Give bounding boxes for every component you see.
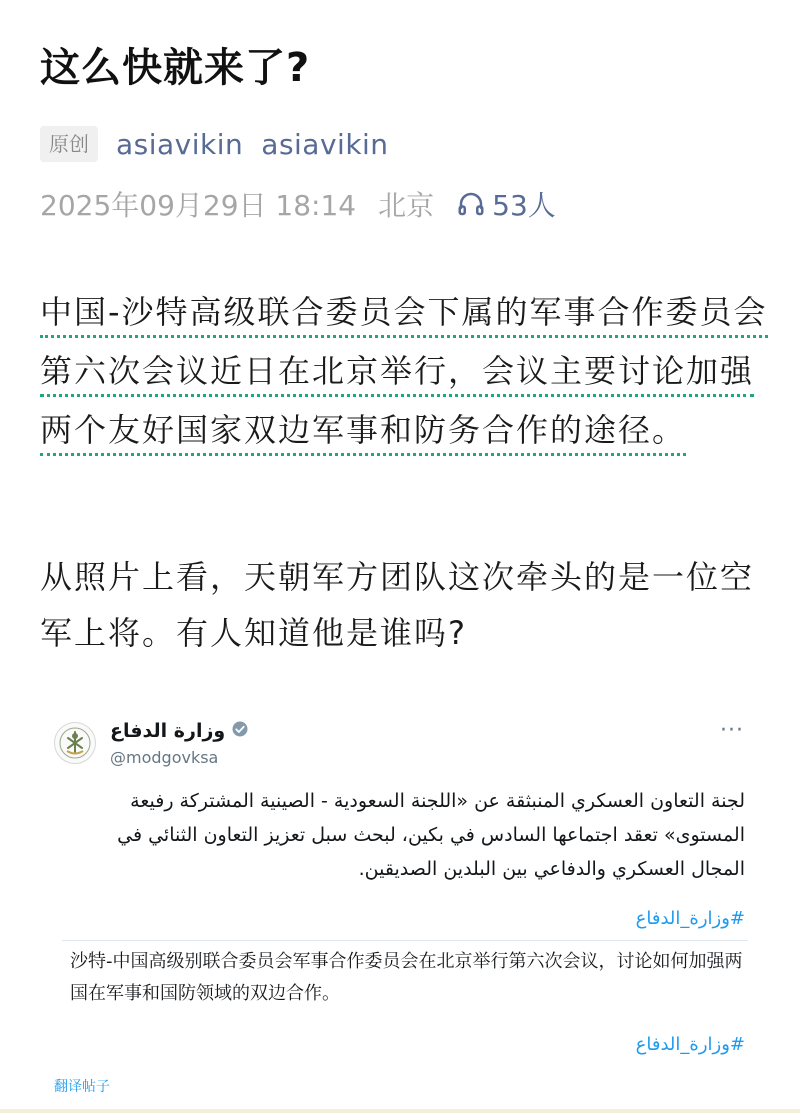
ministry-emblem-icon <box>54 722 96 764</box>
listen-button[interactable] <box>456 184 556 224</box>
tweet-hashtag[interactable]: #وزارة_الدفاع <box>635 908 745 929</box>
verified-badge-icon <box>231 720 249 742</box>
author-link[interactable]: asiavikin <box>116 127 244 161</box>
article-meta-author <box>40 124 389 164</box>
translate-post-link[interactable]: 翻译帖子 <box>54 1079 110 1095</box>
publish-datetime: 2025年09月29日 18:14 <box>40 189 357 222</box>
highlighted-text[interactable]: 中国-沙特高级联合委员会下属的军事合作委员会第六次会议近日在北京举行，会议主要讨论加强两个友好国家双边军事和防务合作的途径。 <box>40 293 768 456</box>
account-link[interactable]: asiavikin <box>261 127 389 161</box>
article-paragraph-2: 从照片上看，天朝军方团队这次牵头的是一位空军上将。有人知道他是谁吗? <box>40 558 755 652</box>
tweet-author-name: وزارة الدفاع <box>110 720 226 742</box>
tweet-divider <box>62 940 748 941</box>
tweet-display-name[interactable] <box>110 720 249 742</box>
article-meta-time <box>40 184 556 224</box>
headphones-icon <box>456 189 486 219</box>
tweet-hashtag-2[interactable]: #وزارة_الدفاع <box>635 1034 745 1055</box>
article-paragraph-1 <box>40 283 770 460</box>
publish-location: 北京 <box>378 189 435 222</box>
embedded-tweet-screenshot <box>50 708 760 1108</box>
article-title: 这么快就来了? <box>40 45 311 91</box>
tweet-text-chinese: 沙特-中国高级别联合委员会军事合作委员会在北京举行第六次会议，讨论如何加强两国在军事和国防领域的双边合作。 <box>70 951 743 1004</box>
listen-count: 53人 <box>492 189 556 222</box>
original-badge: 原创 <box>40 126 98 162</box>
more-options-icon[interactable]: ··· <box>720 718 744 743</box>
bottom-edge <box>0 1109 800 1113</box>
tweet-handle[interactable]: @modgovksa <box>110 748 219 767</box>
tweet-text-arabic: لجنة التعاون العسكري المنبثقة عن «اللجنة السعودية - الصينية المشتركة رفيعة المستوى» تعقد اجتماعها السادس في بكين، لبحث سبل تعزيز التعاون الثنائي في المجال العسكري والدفاعي بين البلدين الصديقين. <box>117 790 745 880</box>
